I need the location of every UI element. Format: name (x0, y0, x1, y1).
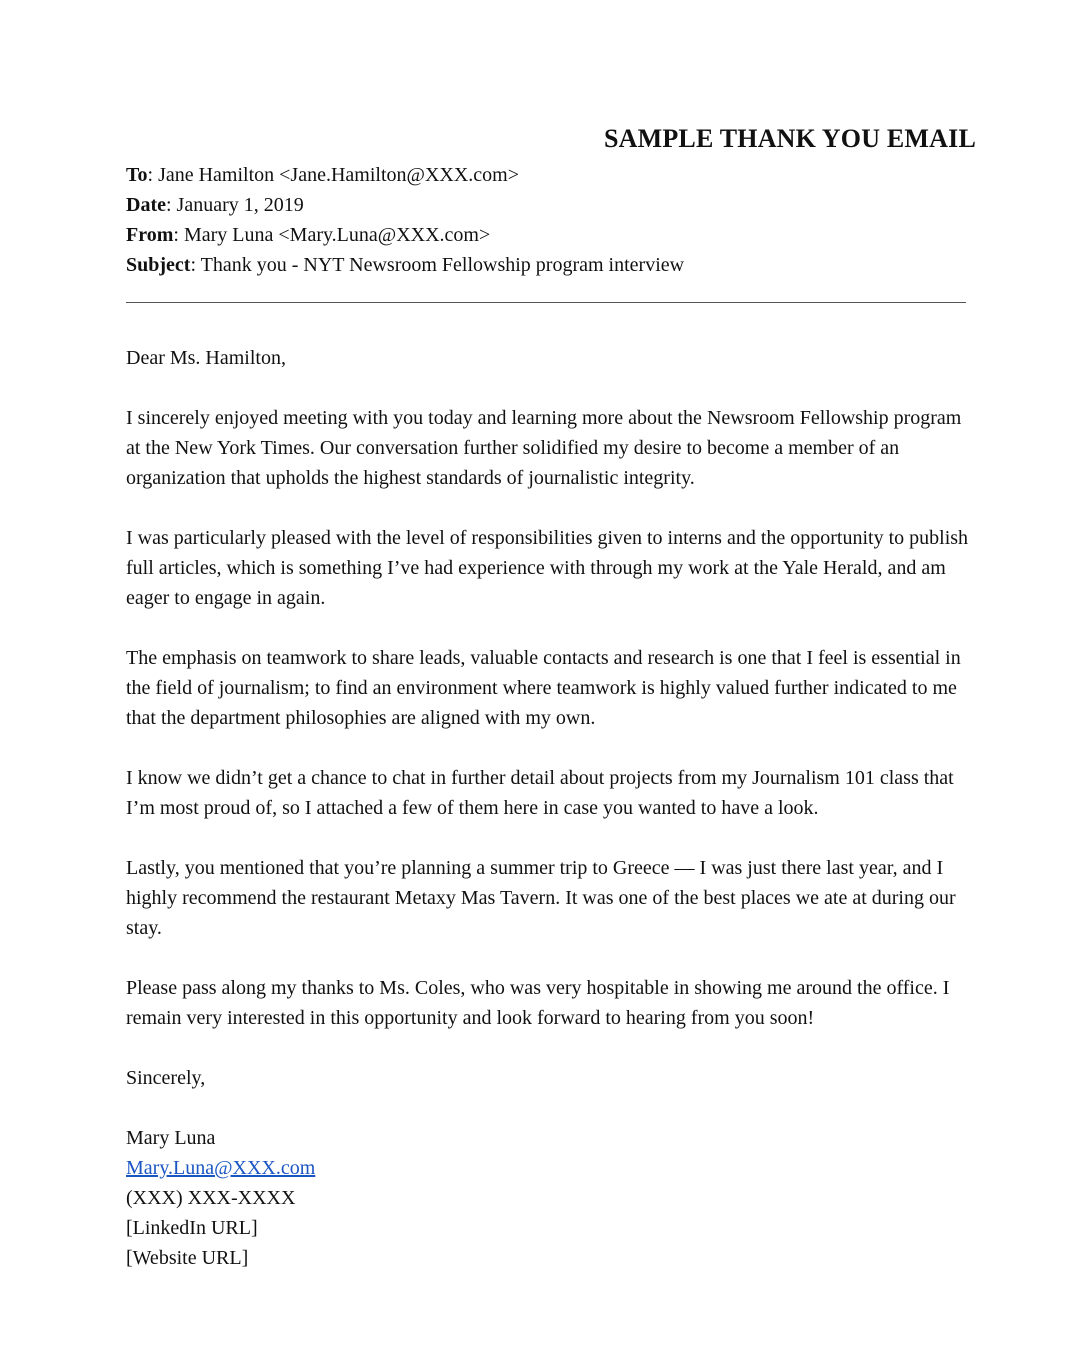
date-line (126, 190, 976, 220)
signature-linkedin: [LinkedIn URL] (126, 1217, 258, 1239)
header-divider (126, 302, 966, 303)
from-label: From (126, 224, 174, 246)
body-paragraph-4: I know we didn’t get a chance to chat in further detail about projects from my Journalism 101 class that I’m most proud of, so I attached a few of them here in case you wanted to have a look. (126, 767, 954, 819)
body-paragraph-5: Lastly, you mentioned that you’re planning a summer trip to Greece — I was just there last year, and I highly recommend the restaurant Metaxy Mas Tavern. It was one of the best places we ate at during our stay. (126, 857, 956, 939)
to-label: To (126, 164, 148, 186)
email-document (126, 122, 976, 1273)
date-label: Date (126, 194, 166, 216)
subject-line (126, 250, 976, 280)
body-paragraph-3: The emphasis on teamwork to share leads, valuable contacts and research is one that I feel is essential in the field of journalism; to find an environment where teamwork is highly valued further indicated to me that the department philosophies are aligned with my own. (126, 647, 961, 729)
to-line (126, 160, 976, 190)
to-value: : Jane Hamilton <Jane.Hamilton@XXX.com> (147, 164, 519, 186)
date-value: : January 1, 2019 (165, 194, 304, 216)
from-line (126, 220, 976, 250)
signature-phone: (XXX) XXX-XXXX (126, 1187, 296, 1209)
body-paragraph-1: I sincerely enjoyed meeting with you today and learning more about the Newsroom Fellowship program at the New York Times. Our conversation further solidified my desire to become a member of an organization that upholds the highest standards of journalistic integrity. (126, 407, 962, 489)
subject-label: Subject (126, 254, 191, 276)
document-title: SAMPLE THANK YOU EMAIL (603, 124, 976, 153)
body-paragraph-2: I was particularly pleased with the level of responsibilities given to interns and the opportunity to publish full articles, which is something I’ve had experience with through my work at the Yale Herald, and am eager to engage in again. (126, 527, 969, 609)
from-value: : Mary Luna <Mary.Luna@XXX.com> (173, 224, 491, 246)
signature-website: [Website URL] (126, 1247, 249, 1269)
closing: Sincerely, (126, 1067, 206, 1089)
signature-name: Mary Luna (126, 1127, 216, 1149)
subject-value: : Thank you - NYT Newsroom Fellowship program interview (190, 254, 685, 276)
greeting: Dear Ms. Hamilton, (126, 347, 286, 369)
body-paragraph-6: Please pass along my thanks to Ms. Coles, who was very hospitable in showing me around the office. I remain very interested in this opportunity and look forward to hearing from you soon! (126, 977, 950, 1029)
signature-block (126, 1123, 976, 1273)
signature-email-link[interactable]: Mary.Luna@XXX.com (126, 1157, 316, 1179)
